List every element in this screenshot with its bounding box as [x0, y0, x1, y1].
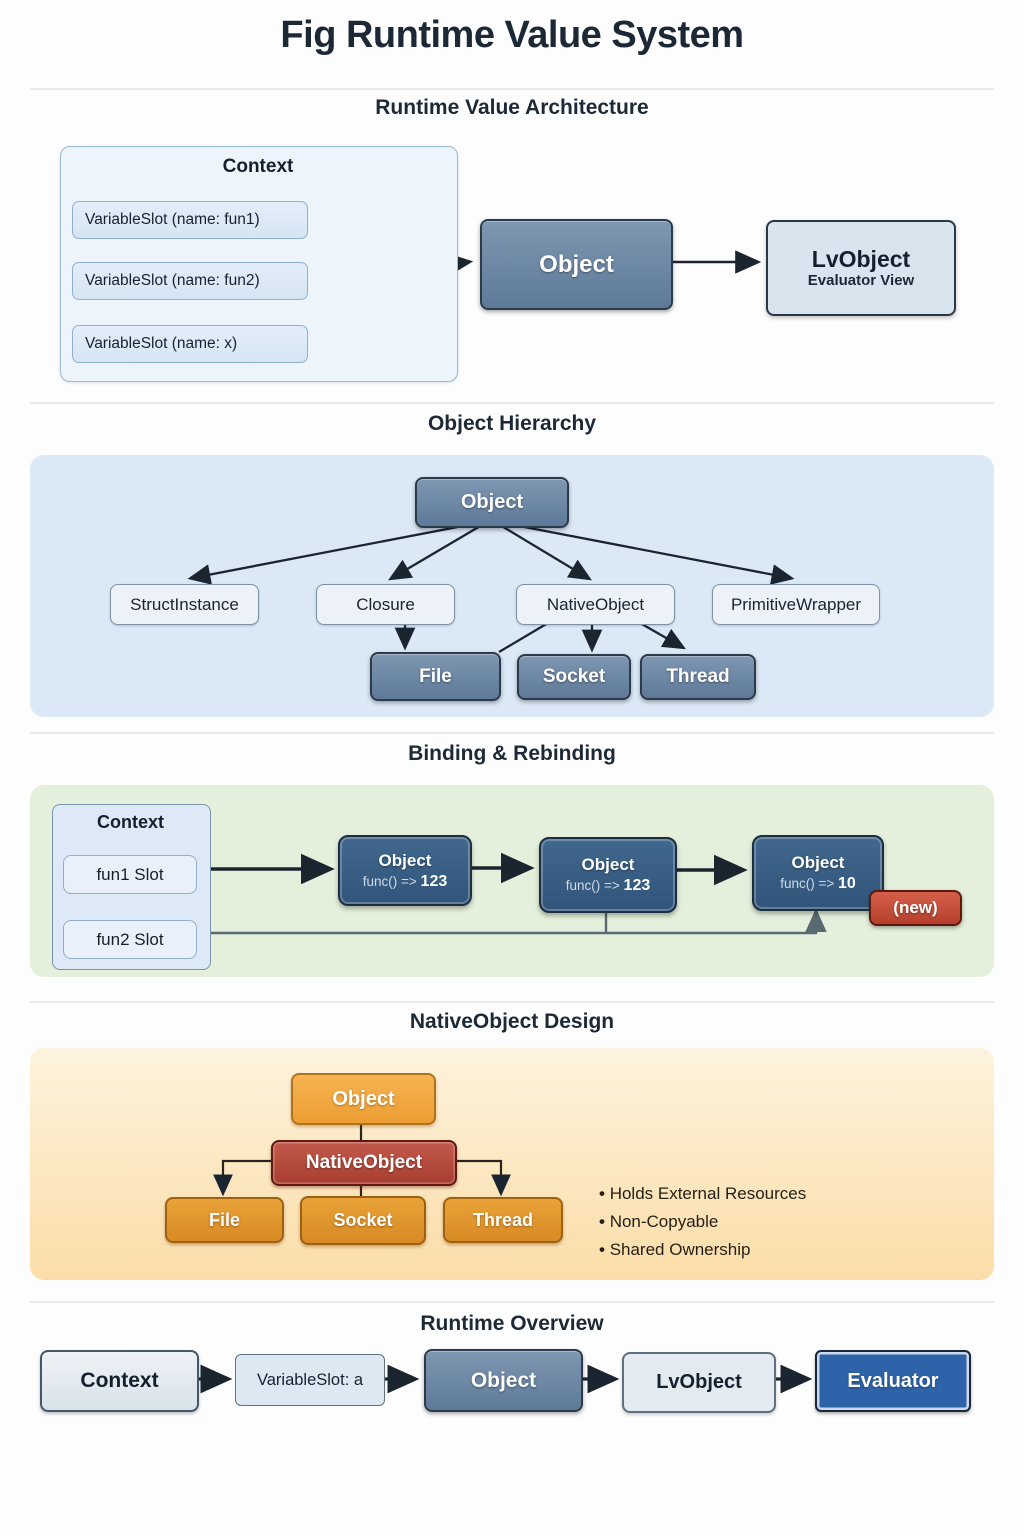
lvobject-label: LvObject [811, 245, 911, 272]
hierarchy-structinstance: StructInstance [110, 584, 259, 625]
binding-object-1-func: func() => [362, 873, 417, 889]
section-header-binding: Binding & Rebinding [408, 742, 616, 765]
section-header-architecture: Runtime Value Architecture [375, 96, 649, 119]
section-header-overview: Runtime Overview [420, 1312, 604, 1335]
overview-lvobject: LvObject [622, 1352, 776, 1413]
binding-object-2-func: func() => [565, 878, 620, 893]
native-design-file: File [165, 1197, 284, 1243]
new-badge: (new) [869, 890, 962, 926]
binding-object-1 [338, 835, 472, 906]
section-header-hierarchy: Object Hierarchy [427, 412, 597, 435]
object-node: Object [480, 219, 673, 310]
bullet-shared-ownership: • Shared Ownership [599, 1240, 939, 1260]
native-design-socket: Socket [300, 1196, 426, 1245]
hierarchy-nativeobject: NativeObject [516, 584, 675, 625]
binding-object-3-title: Object [791, 853, 845, 872]
overview-object: Object [424, 1349, 583, 1412]
hierarchy-file: File [370, 652, 501, 701]
binding-object-3-func: func() => [780, 876, 835, 891]
binding-object-2-title: Object [581, 855, 635, 874]
hierarchy-socket: Socket [517, 654, 631, 700]
lvobject-node [766, 220, 956, 316]
binding-context-title: Context [97, 812, 164, 832]
hierarchy-closure: Closure [316, 584, 455, 625]
binding-object-2 [539, 837, 677, 913]
binding-slot-fun1: fun1 Slot [63, 855, 197, 894]
bullet-non-copyable: • Non-Copyable [599, 1212, 939, 1232]
hierarchy-root-object: Object [415, 477, 569, 528]
context-title: Context [222, 156, 294, 177]
binding-object-1-value: 123 [420, 872, 448, 890]
native-design-object: Object [291, 1073, 436, 1125]
binding-object-1-title: Object [378, 850, 432, 870]
binding-object-2-value: 123 [623, 877, 651, 894]
overview-variableslot: VariableSlot: a [235, 1354, 385, 1406]
native-design-nativeobject: NativeObject [271, 1140, 457, 1186]
overview-context: Context [40, 1350, 199, 1412]
figure-title: Fig Runtime Value System [280, 14, 744, 56]
section-header-native-design: NativeObject Design [409, 1010, 615, 1033]
bullet-holds-external-resources: • Holds External Resources [599, 1184, 939, 1204]
binding-object-3-value: 10 [838, 875, 856, 892]
native-design-thread: Thread [443, 1197, 563, 1243]
variable-slot-x: VariableSlot (name: x) [72, 325, 308, 363]
binding-object-3 [752, 835, 884, 911]
variable-slot-fun2: VariableSlot (name: fun2) [72, 262, 308, 300]
binding-slot-fun2: fun2 Slot [63, 920, 197, 959]
hierarchy-primitivewrapper: PrimitiveWrapper [712, 584, 880, 625]
variable-slot-fun1: VariableSlot (name: fun1) [72, 201, 308, 239]
lvobject-sublabel: Evaluator View [807, 272, 915, 290]
overview-evaluator: Evaluator [815, 1350, 971, 1412]
hierarchy-thread: Thread [640, 654, 756, 700]
